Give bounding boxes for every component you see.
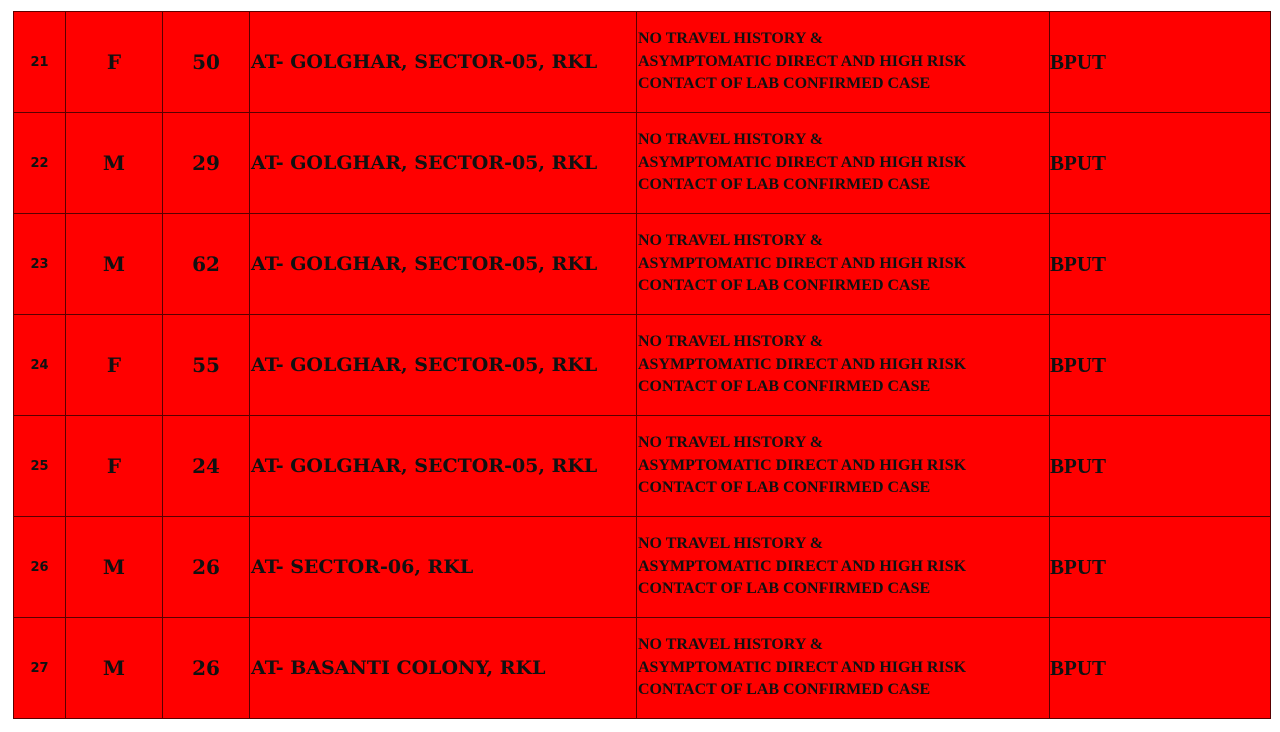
address-cell: AT- GOLGHAR, SECTOR-05, RKL — [250, 113, 637, 214]
travel-history-line: ASYMPTOMATIC DIRECT AND HIGH RISK — [638, 557, 967, 575]
age-cell: 24 — [163, 416, 250, 517]
travel-history-line: CONTACT OF LAB CONFIRMED CASE — [638, 479, 931, 497]
travel-history-cell — [637, 214, 1050, 315]
age-cell: 26 — [163, 517, 250, 618]
source-cell: BPUT — [1050, 12, 1271, 113]
travel-history-cell — [637, 12, 1050, 113]
address-cell: AT- SECTOR-06, RKL — [250, 517, 637, 618]
travel-history-line: CONTACT OF LAB CONFIRMED CASE — [638, 681, 931, 699]
sex-cell: F — [66, 315, 163, 416]
serial-number-cell: 26 — [14, 517, 66, 618]
age-cell: 29 — [163, 113, 250, 214]
address-cell: AT- GOLGHAR, SECTOR-05, RKL — [250, 416, 637, 517]
travel-history-cell — [637, 113, 1050, 214]
age-cell: 50 — [163, 12, 250, 113]
sex-cell: M — [66, 113, 163, 214]
table-row — [14, 113, 1271, 214]
address-cell: AT- GOLGHAR, SECTOR-05, RKL — [250, 214, 637, 315]
travel-history-line: NO TRAVEL HISTORY & — [638, 434, 824, 452]
case-table-container — [13, 11, 1270, 719]
travel-history-line: ASYMPTOMATIC DIRECT AND HIGH RISK — [638, 254, 967, 272]
travel-history-line: ASYMPTOMATIC DIRECT AND HIGH RISK — [638, 355, 967, 373]
address-cell: AT- BASANTI COLONY, RKL — [250, 618, 637, 719]
travel-history-line: CONTACT OF LAB CONFIRMED CASE — [638, 378, 931, 396]
sex-cell: M — [66, 517, 163, 618]
case-table-body — [14, 12, 1271, 719]
travel-history-cell — [637, 618, 1050, 719]
age-cell: 26 — [163, 618, 250, 719]
travel-history-line: NO TRAVEL HISTORY & — [638, 535, 824, 553]
serial-number-cell: 21 — [14, 12, 66, 113]
table-row — [14, 214, 1271, 315]
sex-cell: F — [66, 12, 163, 113]
travel-history-cell — [637, 517, 1050, 618]
source-cell: BPUT — [1050, 214, 1271, 315]
travel-history-line: NO TRAVEL HISTORY & — [638, 131, 824, 149]
age-cell: 55 — [163, 315, 250, 416]
sex-cell: M — [66, 618, 163, 719]
address-cell: AT- GOLGHAR, SECTOR-05, RKL — [250, 315, 637, 416]
travel-history-cell — [637, 416, 1050, 517]
travel-history-line: CONTACT OF LAB CONFIRMED CASE — [638, 75, 931, 93]
table-row — [14, 517, 1271, 618]
serial-number-cell: 25 — [14, 416, 66, 517]
sex-cell: F — [66, 416, 163, 517]
travel-history-line: NO TRAVEL HISTORY & — [638, 333, 824, 351]
travel-history-line: ASYMPTOMATIC DIRECT AND HIGH RISK — [638, 153, 967, 171]
travel-history-line: CONTACT OF LAB CONFIRMED CASE — [638, 580, 931, 598]
travel-history-line: ASYMPTOMATIC DIRECT AND HIGH RISK — [638, 456, 967, 474]
travel-history-line: ASYMPTOMATIC DIRECT AND HIGH RISK — [638, 658, 967, 676]
age-cell: 62 — [163, 214, 250, 315]
travel-history-line: NO TRAVEL HISTORY & — [638, 232, 824, 250]
serial-number-cell: 27 — [14, 618, 66, 719]
source-cell: BPUT — [1050, 315, 1271, 416]
travel-history-line: NO TRAVEL HISTORY & — [638, 636, 824, 654]
table-row — [14, 416, 1271, 517]
source-cell: BPUT — [1050, 618, 1271, 719]
travel-history-line: CONTACT OF LAB CONFIRMED CASE — [638, 277, 931, 295]
serial-number-cell: 22 — [14, 113, 66, 214]
table-row — [14, 618, 1271, 719]
table-row — [14, 12, 1271, 113]
source-cell: BPUT — [1050, 517, 1271, 618]
serial-number-cell: 24 — [14, 315, 66, 416]
sex-cell: M — [66, 214, 163, 315]
travel-history-line: ASYMPTOMATIC DIRECT AND HIGH RISK — [638, 52, 967, 70]
travel-history-cell — [637, 315, 1050, 416]
travel-history-line: NO TRAVEL HISTORY & — [638, 30, 824, 48]
table-row — [14, 315, 1271, 416]
source-cell: BPUT — [1050, 416, 1271, 517]
case-table — [13, 11, 1271, 719]
address-cell: AT- GOLGHAR, SECTOR-05, RKL — [250, 12, 637, 113]
travel-history-line: CONTACT OF LAB CONFIRMED CASE — [638, 176, 931, 194]
serial-number-cell: 23 — [14, 214, 66, 315]
source-cell: BPUT — [1050, 113, 1271, 214]
